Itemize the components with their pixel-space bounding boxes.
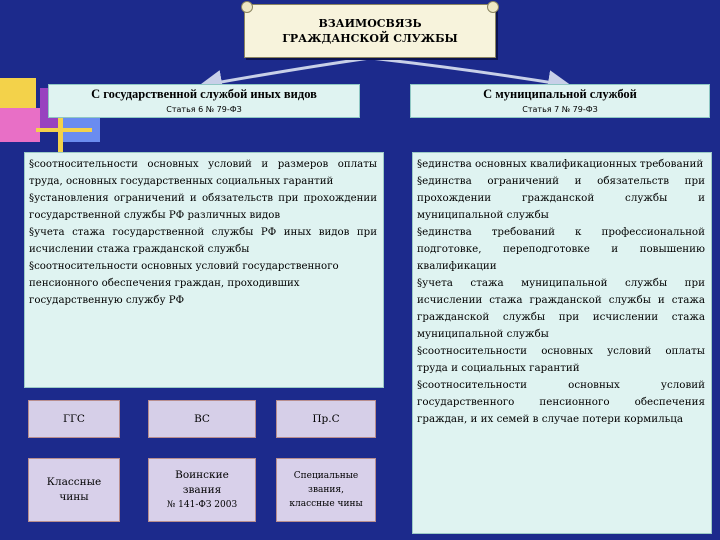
ranks-vs: [148, 458, 256, 522]
service-type-ggs-label: ГГС: [63, 413, 85, 425]
right-panel: [412, 152, 712, 534]
title-line-2: ГРАЖДАНСКОЙ СЛУЖБЫ: [282, 32, 458, 45]
scroll-curl-icon: [241, 1, 253, 13]
ranks-ggs-line: чины: [59, 491, 89, 503]
service-type-prs: [276, 400, 376, 438]
left-panel: [24, 152, 384, 388]
right-item: §единства основных квалификационных требований: [417, 158, 704, 170]
right-item: §соотносительности основных условий оплаты труда и социальных гарантий: [417, 345, 705, 374]
left-header: [48, 84, 360, 118]
title-line-1: ВЗАИМОСВЯЗЬ: [318, 17, 422, 30]
service-type-prs-label: Пр.С: [312, 413, 340, 425]
ranks-vs-law: № 141-ФЗ 2003: [166, 499, 238, 510]
ranks-ggs: [28, 458, 120, 522]
decor-horizontal-bar: [36, 128, 92, 132]
right-header: [410, 84, 710, 118]
left-item: §учета стажа государственной службы РФ иных видов при исчислении стажа гражданской службы: [29, 227, 377, 255]
right-item: §единства требований к профессиональной подготовке, переподготовке и повышению квалификации: [417, 226, 705, 272]
service-type-vs: [148, 400, 256, 438]
right-header-subtitle: Статья 7 № 79-ФЗ: [522, 105, 598, 114]
right-header-title: С муниципальной службой: [483, 87, 637, 101]
left-item: §соотносительности основных условий государственного пенсионного обеспечения граждан, проходивших государственную службу РФ: [29, 261, 339, 306]
ranks-prs-line: классные чины: [289, 499, 363, 509]
ranks-vs-line: звания: [182, 483, 222, 496]
left-item: §соотносительности основных условий и размеров оплаты труда, основных государственных социальных гарантий: [29, 159, 377, 187]
right-item: §соотносительности основных условий государственного пенсионного обеспечения граждан, и их семей в случае потери кормильца: [417, 379, 705, 425]
ranks-ggs-line: Классные: [46, 476, 102, 488]
ranks-prs-line: Специальные: [293, 471, 359, 481]
scroll-curl-icon: [487, 1, 499, 13]
left-item: §установления ограничений и обязательств при прохождении государственной службы РФ различных видов: [29, 193, 377, 221]
left-header-title: С государственной службой иных видов: [91, 87, 317, 101]
right-item: §единства ограничений и обязательств при прохождении гражданской службы и муниципальной службы: [417, 175, 705, 221]
service-type-ggs: [28, 400, 120, 438]
right-item: §учета стажа муниципальной службы при исчислении стажа гражданской службы и стажа гражданской службы при исчислении стажа муниципальной службы: [417, 277, 705, 340]
ranks-prs: [276, 458, 376, 522]
decor-pink-square: [0, 108, 40, 142]
title-scroll: [244, 4, 496, 58]
service-type-vs-label: ВС: [194, 413, 210, 425]
ranks-prs-line: звания,: [308, 485, 344, 495]
connector-right: [370, 58, 560, 84]
ranks-vs-line: Воинские: [175, 468, 229, 481]
connector-left: [210, 58, 370, 84]
left-header-subtitle: Статья 6 № 79-ФЗ: [166, 105, 242, 114]
